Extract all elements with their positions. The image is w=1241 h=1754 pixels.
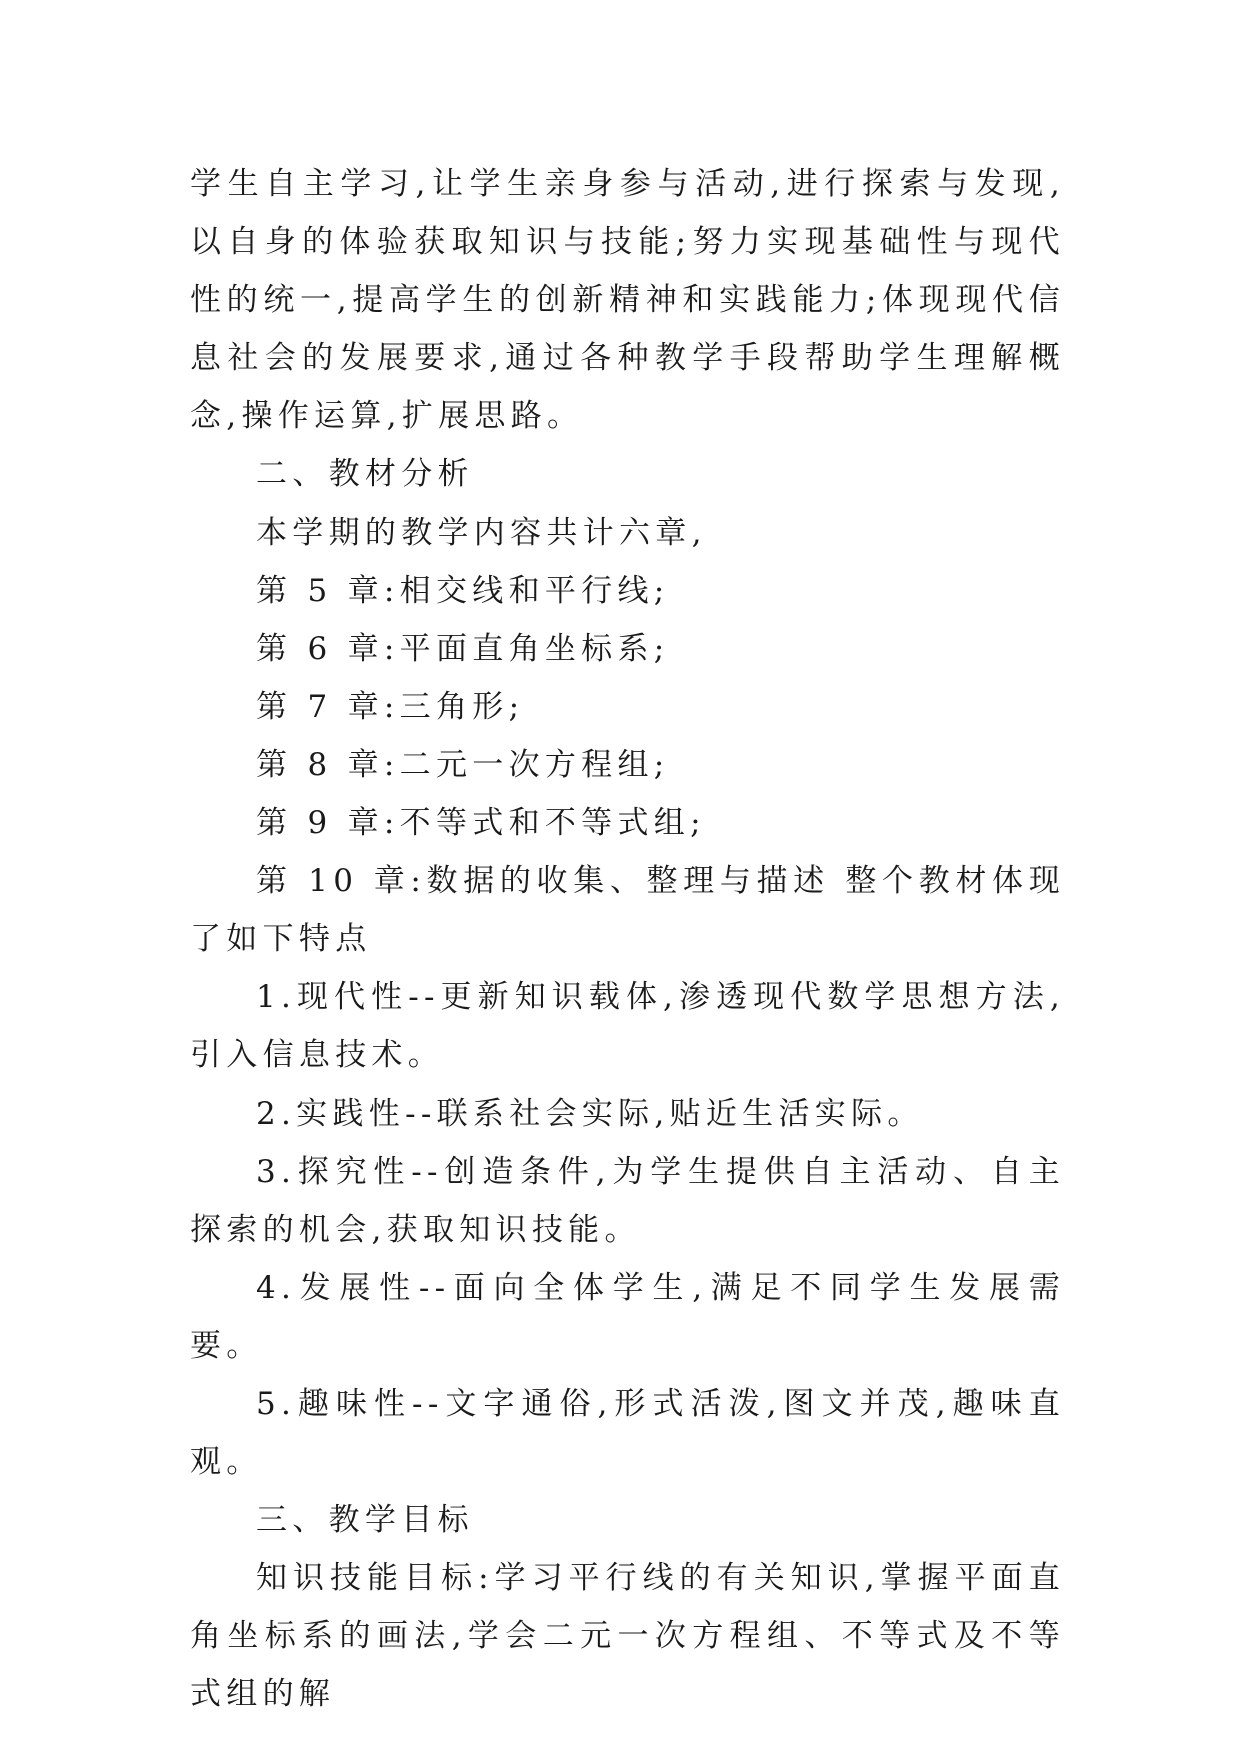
feature-item-3: 3.探究性--创造条件,为学生提供自主活动、自主探索的机会,获取知识技能。 <box>190 1153 1065 1248</box>
chapter-item-10: 第 10 章:数据的收集、整理与描述 整个教材体现了如下特点 <box>190 863 1065 958</box>
feature-item-2: 2.实践性--联系社会实际,贴近生活实际。 <box>256 1095 924 1132</box>
chapter-item-7: 第 7 章:三角形; <box>256 688 525 725</box>
paragraph-knowledge-goal: 知识技能目标:学习平行线的有关知识,掌握平面直角坐标系的画法,学会二元一次方程组、不等式及不等式组的解 <box>190 1560 1065 1713</box>
section-heading-teaching-goals: 三、教学目标 <box>256 1502 474 1539</box>
section-heading-textbook-analysis: 二、教材分析 <box>256 456 474 493</box>
chapter-item-9: 第 9 章:不等式和不等式组; <box>256 805 706 842</box>
chapter-item-8: 第 8 章:二元一次方程组; <box>256 746 670 783</box>
chapter-item-6: 第 6 章:平面直角坐标系; <box>256 630 670 667</box>
document-body <box>190 155 1065 1724</box>
feature-item-1: 1.现代性--更新知识载体,渗透现代数学思想方法,引入信息技术。 <box>190 979 1065 1074</box>
paragraph-chapters-intro: 本学期的教学内容共计六章, <box>256 514 707 551</box>
feature-item-4: 4.发展性--面向全体学生,满足不同学生发展需要。 <box>190 1269 1065 1364</box>
paragraph-intro-continued: 学生自主学习,让学生亲身参与活动,进行探索与发现,以自身的体验获取知识与技能;努力实现基础性与现代性的统一,提高学生的创新精神和实践能力;体现现代信息社会的发展要求,通过各种教学手段帮助学生理解概念,操作运算,扩展思路。 <box>190 166 1065 435</box>
chapter-item-5: 第 5 章:相交线和平行线; <box>256 572 670 609</box>
feature-item-5: 5.趣味性--文字通俗,形式活泼,图文并茂,趣味直观。 <box>190 1385 1065 1481</box>
